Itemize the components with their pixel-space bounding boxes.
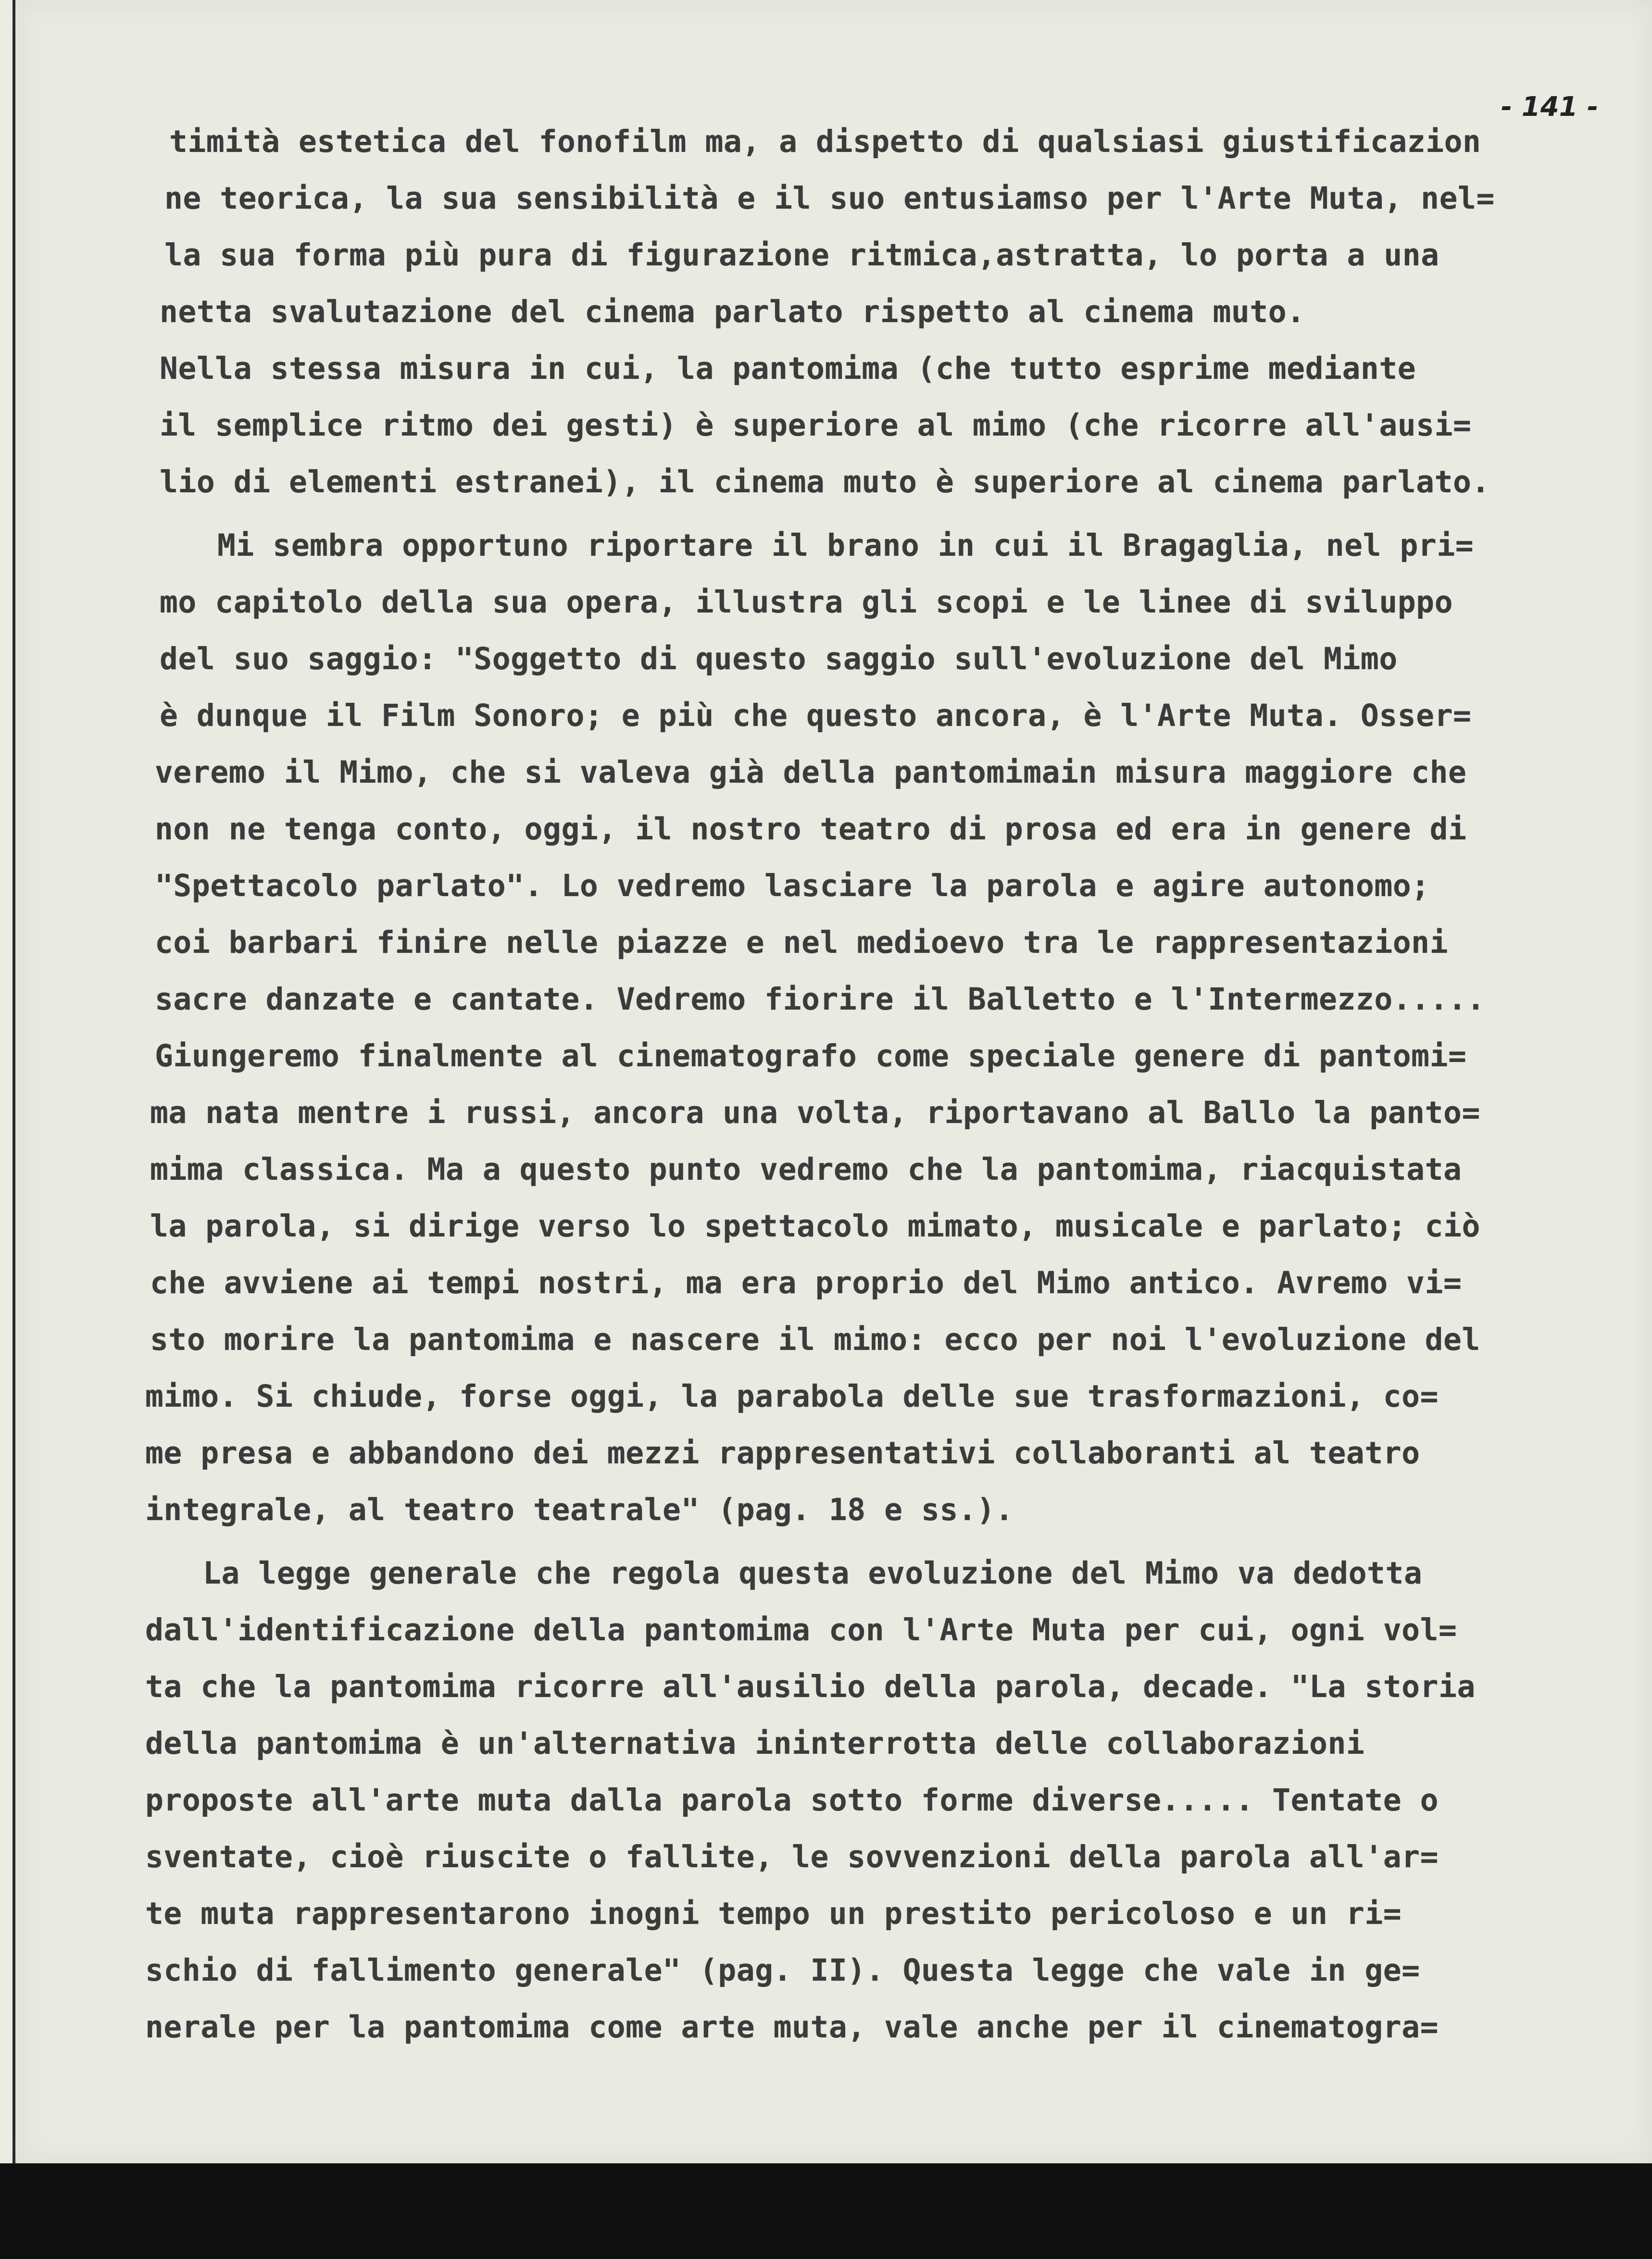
text-line: "Spettacolo parlato". Lo vedremo lasciare la parola e agire autonomo; [155, 868, 1430, 903]
text-line: Giungeremo finalmente al cinematografo come speciale genere di pantomi= [155, 1038, 1467, 1073]
text-line: timità estetica del fonofilm ma, a dispetto di qualsiasi giustificazion [169, 124, 1481, 159]
text-line: dall'identificazione della pantomima con l'Arte Muta per cui, ogni vol= [145, 1612, 1457, 1647]
text-line: la sua forma più pura di figurazione ritmica,astratta, lo porta a una [164, 237, 1439, 273]
text-line: me presa e abbandono dei mezzi rappresentativi collaboranti al teatro [145, 1435, 1420, 1471]
text-line: coi barbari finire nelle piazze e nel medioevo tra le rappresentazioni [155, 925, 1449, 960]
text-line: mimo. Si chiude, forse oggi, la parabola delle sue trasformazioni, co= [145, 1379, 1439, 1414]
text-line: te muta rappresentarono inogni tempo un prestito pericoloso e un ri= [145, 1896, 1402, 1931]
text-line: non ne tenga conto, oggi, il nostro teatro di prosa ed era in genere di [155, 811, 1467, 847]
text-line: del suo saggio: "Soggetto di questo saggio sull'evoluzione del Mimo [160, 641, 1398, 676]
text-line: integrale, al teatro teatrale" (pag. 18 e ss.). [145, 1492, 1014, 1527]
text-line: veremo il Mimo, che si valeva già della pantomimain misura maggiore che [155, 755, 1467, 790]
text-line: che avviene ai tempi nostri, ma era proprio del Mimo antico. Avremo vi= [150, 1265, 1462, 1300]
scan-background-bottom [0, 2163, 1652, 2259]
text-line: della pantomima è un'alternativa ininterrotta delle collaborazioni [145, 1726, 1365, 1761]
text-line: sto morire la pantomima e nascere il mimo: ecco per noi l'evoluzione del [150, 1322, 1480, 1357]
body-text [145, 115, 1588, 2086]
text-line: ne teorica, la sua sensibilità e il suo entusiamso per l'Arte Muta, nel= [164, 181, 1495, 216]
text-line: lio di elementi estranei), il cinema muto è superiore al cinema parlato. [160, 464, 1490, 499]
adjacent-page-edge [0, 0, 13, 2259]
text-line: mima classica. Ma a questo punto vedremo che la pantomima, riacquistata [150, 1152, 1462, 1187]
text-line: proposte all'arte muta dalla parola sotto forme diverse..... Tentate o [145, 1783, 1439, 1818]
text-line: nerale per la pantomima come arte muta, vale anche per il cinematogra= [145, 2009, 1439, 2045]
text-line: Mi sembra opportuno riportare il brano in cui il Bragaglia, nel pri= [217, 528, 1474, 563]
text-line: netta svalutazione del cinema parlato rispetto al cinema muto. [160, 294, 1305, 329]
text-line: mo capitolo della sua opera, illustra gli scopi e le linee di sviluppo [160, 585, 1453, 620]
text-line: schio di fallimento generale" (pag. II). Questa legge che vale in ge= [145, 1953, 1420, 1988]
text-line: è dunque il Film Sonoro; e più che questo ancora, è l'Arte Muta. Osser= [160, 698, 1472, 733]
text-line: ma nata mentre i russi, ancora una volta, riportavano al Ballo la panto= [150, 1095, 1480, 1130]
text-line: ta che la pantomima ricorre all'ausilio della parola, decade. "La storia [145, 1669, 1476, 1704]
text-line: La legge generale che regola questa evoluzione del Mimo va dedotta [203, 1556, 1423, 1591]
text-line: la parola, si dirige verso lo spettacolo mimato, musicale e parlato; ciò [150, 1209, 1480, 1244]
text-line: Nella stessa misura in cui, la pantomima (che tutto esprime mediante [160, 351, 1416, 386]
page-number: - 141 - [1501, 91, 1599, 123]
text-line: sventate, cioè riuscite o fallite, le sovvenzioni della parola all'ar= [145, 1839, 1439, 1874]
text-line: sacre danzate e cantate. Vedremo fiorire il Balletto e l'Intermezzo..... [155, 982, 1485, 1017]
text-line: il semplice ritmo dei gesti) è superiore al mimo (che ricorre all'ausi= [160, 408, 1472, 443]
typewritten-page [15, 0, 1652, 2163]
